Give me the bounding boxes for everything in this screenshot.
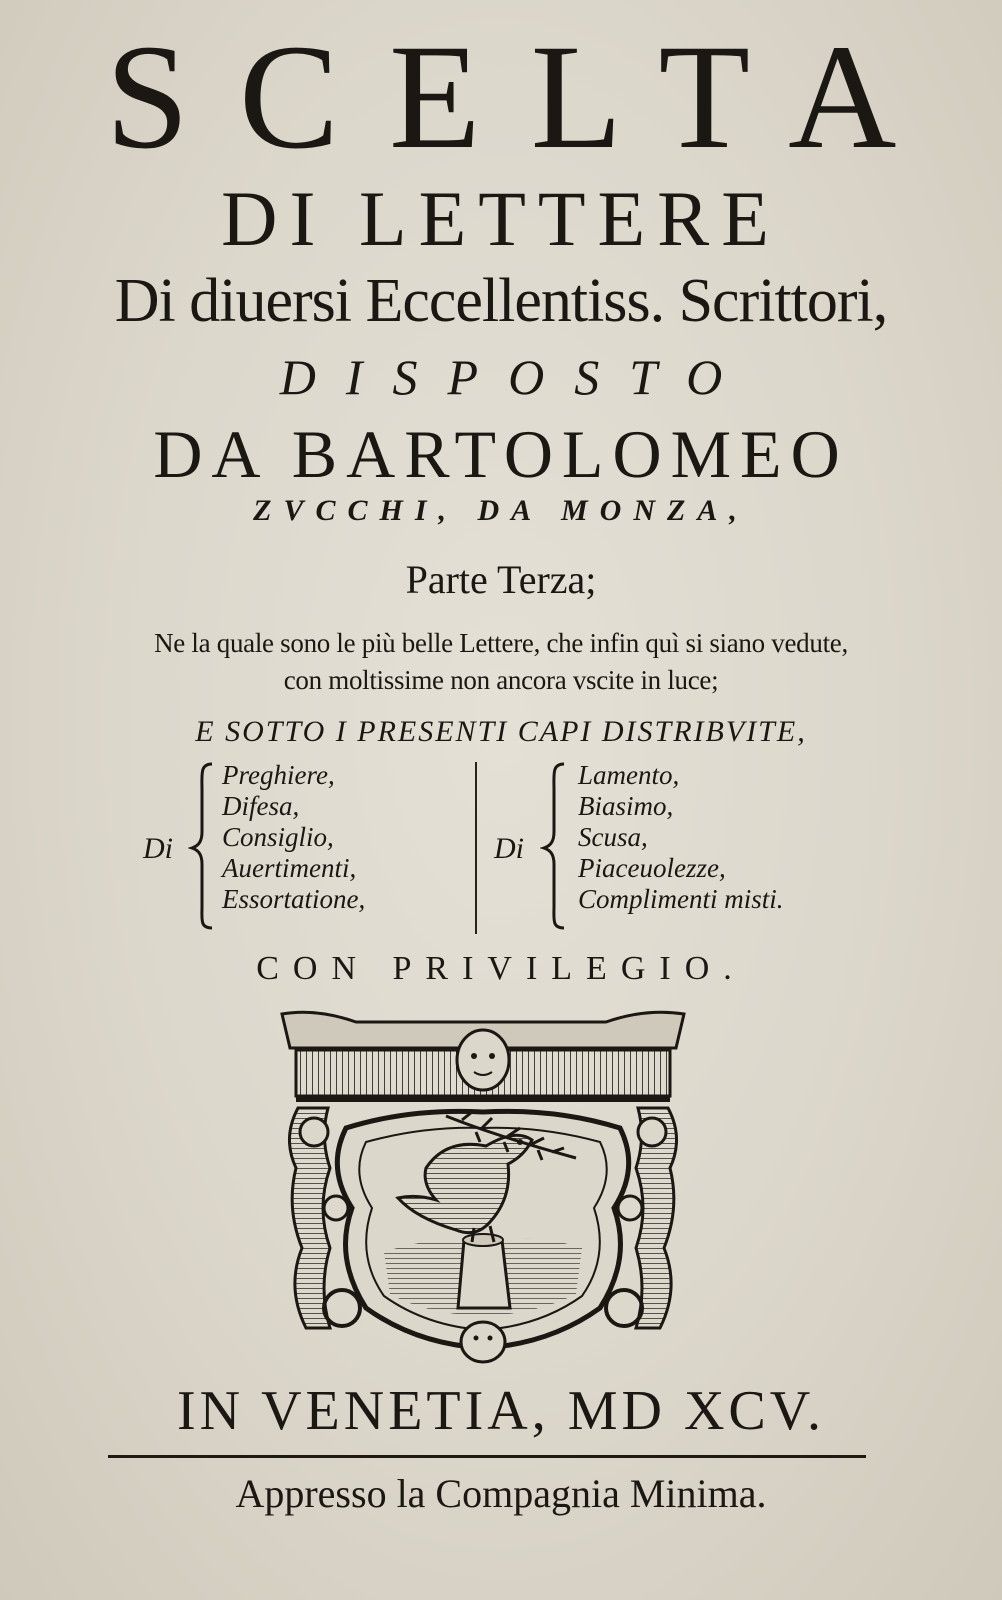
printer-device-icon (276, 1008, 690, 1370)
description-line-2: con moltissime non ancora vscite in luce; (283, 665, 719, 695)
subtitle: DI LETTERE (221, 175, 781, 262)
arranged-line: DISPOSTO (279, 349, 753, 405)
list-item: Consiglio, (222, 822, 334, 852)
left-group-label: Di (143, 832, 173, 865)
list-item: Biasimo, (578, 791, 674, 821)
list-item: Scusa, (578, 822, 648, 852)
list-item: Preghiere, (222, 760, 335, 790)
list-item: Lamento, (578, 760, 680, 790)
editor-origin-line: ZVCCHI, DA MONZA, (253, 494, 749, 527)
right-group-label: Di (494, 832, 524, 865)
privilege-line: CON PRIVILEGIO. (256, 950, 746, 987)
title-word: SCELTA (105, 14, 947, 180)
description-line-1: Ne la quale sono le più belle Lettere, che infin quì si siano vedute, (154, 628, 848, 658)
authors-line: Di diuersi Eccellentiss. Scrittori, (114, 267, 888, 335)
publisher-line: Appresso la Compagnia Minima. (235, 1471, 767, 1516)
right-group-items (578, 760, 784, 915)
list-item: Complimenti misti. (578, 884, 784, 914)
part-line: Parte Terza; (405, 557, 597, 602)
imprint-rule (108, 1455, 866, 1458)
imprint-place-date: IN VENETIA, MD XCV. (177, 1380, 825, 1442)
list-item: Essortatione, (222, 884, 366, 914)
chapter-list (0, 760, 1002, 940)
left-group-items (222, 760, 365, 915)
list-item: Auertimenti, (222, 853, 357, 883)
list-item: Piaceuolezze, (578, 853, 726, 883)
left-brace-icon (188, 760, 218, 932)
editor-line: DA BARTOLOMEO (153, 416, 849, 492)
column-divider (475, 762, 477, 934)
chapters-heading: E SOTTO I PRESENTI CAPI DISTRIBVITE, (195, 715, 807, 748)
right-brace-icon (540, 760, 570, 932)
list-item: Difesa, (222, 791, 300, 821)
